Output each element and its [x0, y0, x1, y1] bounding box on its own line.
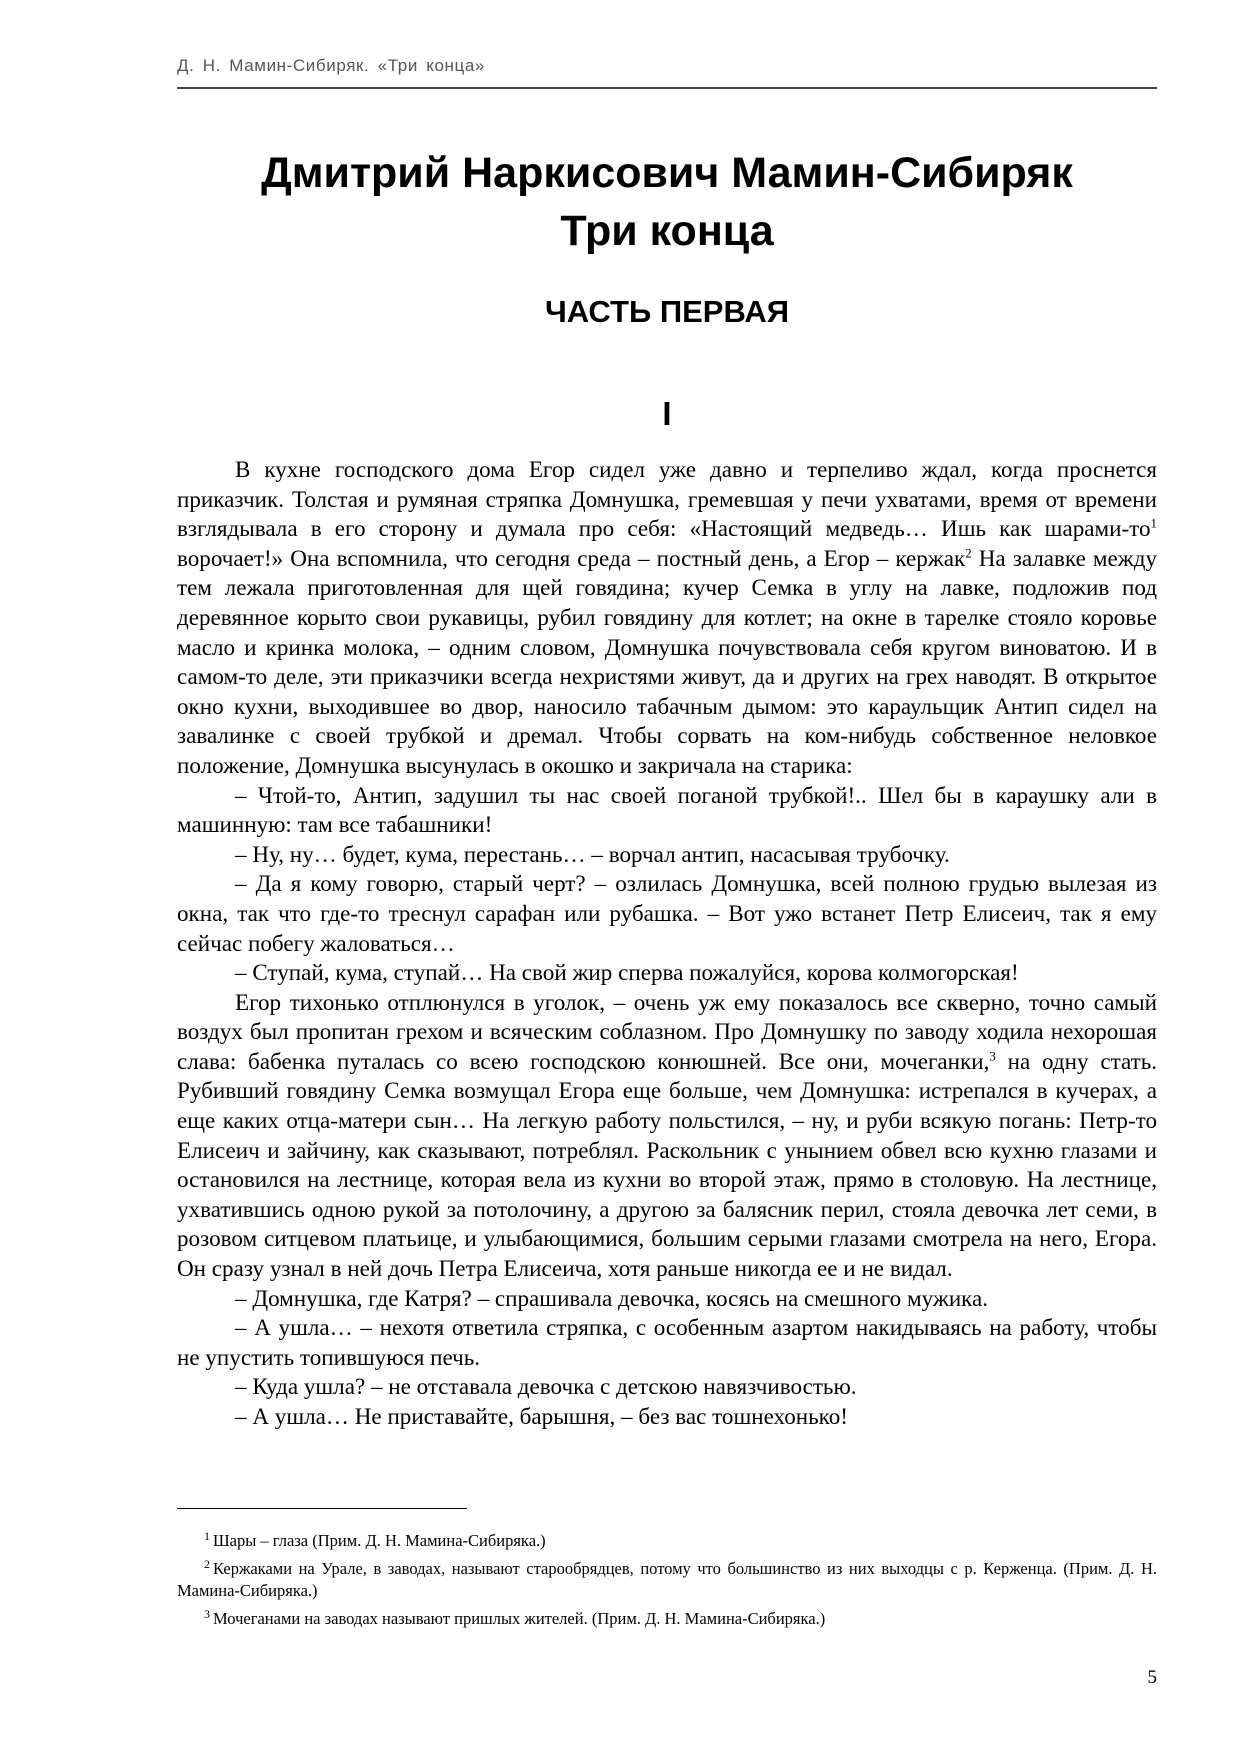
paragraph-text: на одну стать. Рубивший говядину Семка возмущал Егора еще больше, чем Домнушка: истрепался в кучерах, а еще каких отца-матери сын… На легкую работу польстился, – ну, и руби всякую погань: Петр-то Елисеич и зайчину, как сказывают, потреблял. Раскольник с унынием обвел всю кухню глазами и остановился на лестнице, которая вела из кухни во второй этаж, прямо в столовую. На лестнице, ухватившись одною рукой за потолочину, а другою за балясник перил, стояла девочка лет семи, в розовом ситцевом платьице, и улыбающимися, большим серыми глазами смотрела на него, Егора. Он сразу узнал в ней дочь Петра Елисеича, хотя раньше никогда ее и не видал.	[177, 1047, 1157, 1282]
footnote	[177, 1608, 1157, 1630]
paragraph: – Чтой-то, Антип, задушил ты нас своей поганой трубкой!.. Шел бы в караушку али в машинную: там все табашники!	[177, 781, 1157, 838]
footnote-ref[interactable]: 2	[965, 545, 972, 561]
paragraph: – Куда ушла? – не отставала девочка с детскою навязчивостью.	[235, 1373, 857, 1400]
paragraph: – А ушла… Не приставайте, барышня, – без вас тошнехонько!	[235, 1403, 848, 1429]
work-title: Три конца	[560, 207, 774, 255]
footnote	[177, 1558, 1157, 1602]
footnote-text: Шары – глаза (Прим. Д. Н. Мамина-Сибиряка.)	[213, 1531, 546, 1550]
paragraph	[177, 455, 1157, 781]
page-number: 5	[1147, 1667, 1157, 1688]
part-heading: ЧАСТЬ ПЕРВАЯ	[545, 294, 789, 329]
header-divider	[177, 87, 1157, 89]
paragraph: – Ступай, кума, ступай… На свой жир сперва пожалуйся, корова колмогорская!	[235, 959, 1019, 986]
paragraph-text: ворочает!» Она вспомнила, что сегодня среда – постный день, а Егор – кержак	[177, 544, 966, 571]
footnote-ref[interactable]: 3	[989, 1048, 996, 1064]
chapter-heading: I	[662, 395, 672, 432]
footnote-number: 3	[204, 1606, 210, 1621]
footnote-text: Кержаками на Урале, в заводах, называют старообрядцев, потому что большинство из них выходцы с р. Керженца. (Прим. Д. Н. Мамина-Сибиряка.)	[177, 1559, 1157, 1600]
footnote-ref[interactable]: 1	[1150, 515, 1157, 531]
footnote-text: Мочеганами на заводах называют пришлых жителей. (Прим. Д. Н. Мамина-Сибиряка.)	[213, 1609, 826, 1628]
footnote-number: 2	[204, 1556, 210, 1571]
footnote-number: 1	[204, 1528, 210, 1543]
body-text	[177, 455, 1157, 1432]
paragraph	[177, 988, 1157, 1284]
paragraph: – А ушла… – нехотя ответила стряпка, с особенным азартом накидываясь на работу, чтобы не упустить топившуюся печь.	[177, 1314, 1157, 1370]
author-title: Дмитрий Наркисович Мамин-Сибиряк	[261, 149, 1073, 197]
paragraph: – Да я кому говорю, старый черт? – озлилась Домнушка, всей полною грудью вылезая из окна, так что где-то треснул сарафан или рубашка. – Вот ужо встанет Петр Елисеич, так я ему сейчас побегу жаловаться…	[177, 870, 1157, 956]
paragraph: – Домнушка, где Катря? – спрашивала девочка, косясь на смешного мужика.	[235, 1284, 989, 1311]
running-header: Д. Н. Мамин-Сибиряк. «Три конца»	[177, 56, 485, 75]
paragraph-text: В кухне господского дома Егор сидел уже давно и терпеливо ждал, когда проснется приказчик. Толстая и румяная стряпка Домнушка, гремевшая у печи ухватами, время от времени взглядывала в его сторону и думала про себя: «Настоящий медведь… Ишь как шарами-то	[177, 456, 1157, 542]
paragraph-text: Егор тихонько отплюнулся в уголок, – очень уж ему показалось все скверно, точно самый воздух был пропитан грехом и всяческим соблазном. Про Домнушку по заводу ходила нехорошая слава: бабенка путалась со всею господскою конюшней. Все они, мочеганки,	[177, 988, 1157, 1074]
paragraph-text: На залавке между тем лежала приготовленная для щей говядина; кучер Семка в углу на лавке, подложив под деревянное корыто свои рукавицы, рубил говядину для котлет; на окне в тарелке стояло коровье масло и кринка молока, – одним словом, Домнушка почувствовала себя кругом виноватою. И в самом-то деле, эти приказчики всегда нехристями живут, да и других на грех наводят. В открытое окно кухни, выходившее во двор, наносило табачным дымом: это караульщик Антип сидел на завалинке с своей трубкой и дремал. Чтобы сорвать на ком-нибудь собственное неловкое положение, Домнушка высунулась в окошко и закричала на старика:	[177, 544, 1157, 778]
footnotes	[177, 1530, 1157, 1636]
footnote	[177, 1530, 1157, 1552]
footnote-divider	[177, 1508, 467, 1509]
paragraph: – Ну, ну… будет, кума, перестань… – ворчал антип, насасывая трубочку.	[235, 840, 950, 867]
